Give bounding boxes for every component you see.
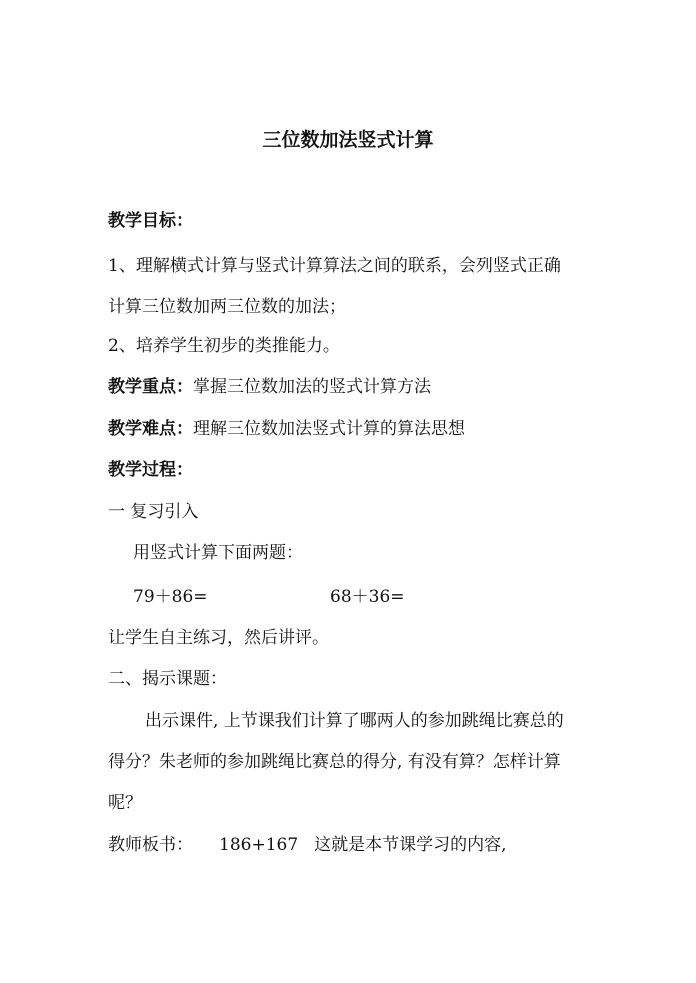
difficulty-text: 理解三位数加法竖式计算的算法思想 bbox=[193, 419, 465, 439]
key-point-text: 掌握三位数加法的竖式计算方法 bbox=[193, 377, 431, 397]
board-writing bbox=[108, 833, 507, 857]
key-point-label: 教学重点： bbox=[108, 377, 193, 397]
problem-2: 68＋36= bbox=[330, 587, 405, 607]
difficulty bbox=[108, 417, 465, 441]
section-2-paragraph-line-1: 出示课件, 上节课我们计算了哪两人的参加跳绳比赛总的 bbox=[145, 711, 564, 731]
goal-1-line-1: 1、理解横式计算与竖式计算算法之间的联系，会列竖式正确 bbox=[108, 256, 561, 276]
goals-heading: 教学目标： bbox=[108, 211, 193, 231]
key-point bbox=[108, 375, 431, 399]
section-1-instruction: 用竖式计算下面两题： bbox=[133, 543, 303, 563]
section-1-followup: 让学生自主练习，然后讲评。 bbox=[108, 628, 329, 648]
difficulty-label: 教学难点： bbox=[108, 419, 193, 439]
board-expression: 186+167 bbox=[219, 835, 299, 855]
problem-1: 79＋86= bbox=[133, 587, 208, 607]
board-note: 这就是本节课学习的内容, bbox=[314, 835, 507, 855]
section-1-heading: 一 复习引入 bbox=[108, 502, 199, 522]
document-title: 三位数加法竖式计算 bbox=[262, 129, 434, 151]
board-label: 教师板书： bbox=[108, 835, 193, 855]
goal-2: 2、培养学生初步的类推能力。 bbox=[108, 336, 340, 356]
section-2-paragraph-line-3: 呢？ bbox=[108, 793, 142, 813]
goal-1-line-2: 计算三位数加两三位数的加法； bbox=[108, 297, 346, 317]
section-2-paragraph-line-2: 得分？朱老师的参加跳绳比赛总的得分, 有没有算？怎样计算 bbox=[108, 752, 561, 772]
process-heading: 教学过程： bbox=[108, 460, 193, 480]
section-2-heading: 二、揭示课题： bbox=[108, 669, 227, 689]
